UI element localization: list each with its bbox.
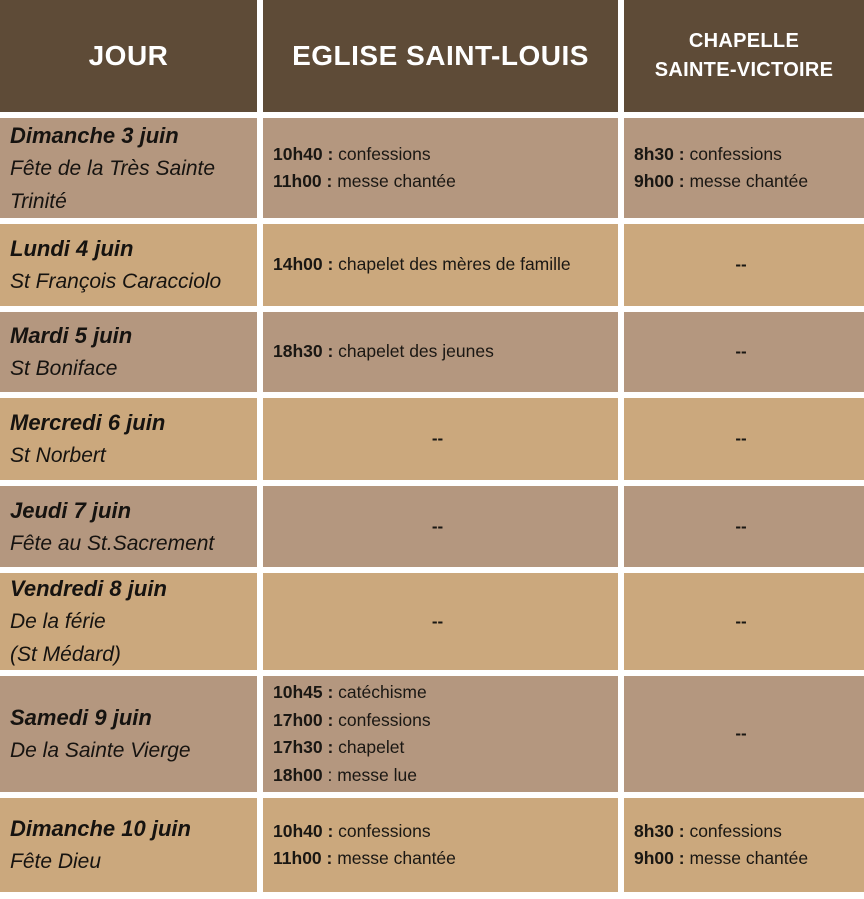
church-schedule-cell <box>263 486 618 567</box>
feast-name: St François Caracciolo <box>10 270 222 293</box>
schedule-line <box>273 818 612 846</box>
no-service-dash: -- <box>735 516 747 536</box>
schedule-event: messe chantée <box>684 171 809 191</box>
schedule-line <box>273 679 612 707</box>
day-name: Samedi 9 juin <box>10 705 152 730</box>
chapel-schedule-cell <box>624 224 864 306</box>
schedule-event: catéchisme <box>333 682 427 702</box>
day-name: Mardi 5 juin <box>10 323 133 348</box>
day-cell <box>0 573 257 670</box>
church-schedule-cell <box>263 573 618 670</box>
day-name: Lundi 4 juin <box>10 236 134 261</box>
schedule-time: 17h00 : <box>273 709 334 730</box>
church-schedule-cell <box>263 118 618 218</box>
schedule-line <box>273 251 612 279</box>
no-service-dash: -- <box>735 429 747 449</box>
schedule-time: 8h30 : <box>634 143 685 164</box>
schedule-time: 9h00 : <box>634 171 685 191</box>
feast-name: St Boniface <box>10 357 118 380</box>
schedule-event: confessions <box>333 820 431 841</box>
schedule-event: confessions <box>684 143 782 164</box>
schedule-event: : messe lue <box>322 764 417 785</box>
schedule-time: 9h00 : <box>634 848 685 868</box>
header-chapelle-line1: CHAPELLE <box>688 30 800 52</box>
schedule-line <box>634 168 858 196</box>
day-cell <box>0 798 257 892</box>
chapel-schedule-cell <box>624 312 864 392</box>
header-eglise-saint-louis: EGLISE SAINT-LOUIS <box>263 0 618 112</box>
no-service-dash: -- <box>431 429 444 449</box>
church-schedule-cell <box>263 398 618 480</box>
schedule-line <box>273 845 612 873</box>
day-name: Dimanche 10 juin <box>10 816 191 841</box>
schedule-time: 8h30 : <box>634 820 685 841</box>
no-service-dash: -- <box>735 724 747 744</box>
feast-name: (St Médard) <box>10 643 121 666</box>
schedule-line <box>273 734 612 762</box>
schedule-event: messe chantée <box>332 848 456 868</box>
feast-name: Fête Dieu <box>10 850 102 873</box>
day-name: Mercredi 6 juin <box>10 410 166 435</box>
schedule-event: confessions <box>333 709 431 730</box>
schedule-event: chapelet des mères de famille <box>333 254 571 275</box>
schedule-time: 18h30 : <box>273 341 334 362</box>
feast-name: Fête de la Très Sainte Trinité <box>10 156 216 213</box>
church-schedule-cell <box>263 224 618 306</box>
schedule-line <box>273 762 612 790</box>
day-cell <box>0 486 257 567</box>
schedule-line <box>273 141 612 169</box>
no-service-dash: -- <box>431 611 444 631</box>
schedule-event: confessions <box>684 820 782 841</box>
schedule-line <box>634 141 858 169</box>
schedule-event: chapelet <box>333 737 405 757</box>
no-service-dash: -- <box>735 255 747 275</box>
church-schedule-cell <box>263 312 618 392</box>
day-name: Vendredi 8 juin <box>10 576 167 601</box>
no-service-dash: -- <box>431 516 444 536</box>
schedule-event: messe chantée <box>332 171 456 191</box>
schedule-time: 10h40 : <box>273 820 334 841</box>
day-cell <box>0 312 257 392</box>
no-service-dash: -- <box>735 342 747 362</box>
chapel-schedule-cell <box>624 398 864 480</box>
chapel-schedule-cell <box>624 676 864 792</box>
schedule-time: 11h00 : <box>273 171 333 191</box>
day-cell <box>0 118 257 218</box>
chapel-schedule-cell <box>624 798 864 892</box>
chapel-schedule-cell <box>624 486 864 567</box>
day-cell <box>0 224 257 306</box>
schedule-time: 10h45 : <box>273 682 334 702</box>
schedule-time: 18h00 <box>273 764 323 785</box>
church-schedule-cell <box>263 676 618 792</box>
feast-name: St Norbert <box>10 444 106 467</box>
chapel-schedule-cell <box>624 573 864 670</box>
day-name: Dimanche 3 juin <box>10 122 179 148</box>
feast-name: Fête au St.Sacrement <box>10 531 215 555</box>
schedule-line <box>634 818 858 846</box>
header-jour: JOUR <box>0 0 257 112</box>
schedule-time: 11h00 : <box>273 848 333 868</box>
schedule-time: 10h40 : <box>273 143 334 164</box>
header-chapelle-line2: SAINTE-VICTOIRE <box>654 59 834 81</box>
feast-name: De la Sainte Vierge <box>10 739 191 762</box>
schedule-line <box>634 845 858 873</box>
schedule-event: chapelet des jeunes <box>333 341 494 362</box>
schedule-time: 17h30 : <box>273 737 334 757</box>
feast-name: De la férie <box>10 610 106 633</box>
schedule-line <box>273 168 612 196</box>
schedule-line <box>273 338 612 366</box>
schedule-event: messe chantée <box>684 848 809 868</box>
day-cell <box>0 398 257 480</box>
day-name: Jeudi 7 juin <box>10 497 132 523</box>
day-cell <box>0 676 257 792</box>
schedule-time: 14h00 : <box>273 254 334 275</box>
no-service-dash: -- <box>735 611 747 631</box>
chapel-schedule-cell <box>624 118 864 218</box>
church-schedule-cell <box>263 798 618 892</box>
schedule-event: confessions <box>333 143 431 164</box>
header-chapelle-sainte-victoire <box>624 0 864 112</box>
schedule-line <box>273 707 612 735</box>
